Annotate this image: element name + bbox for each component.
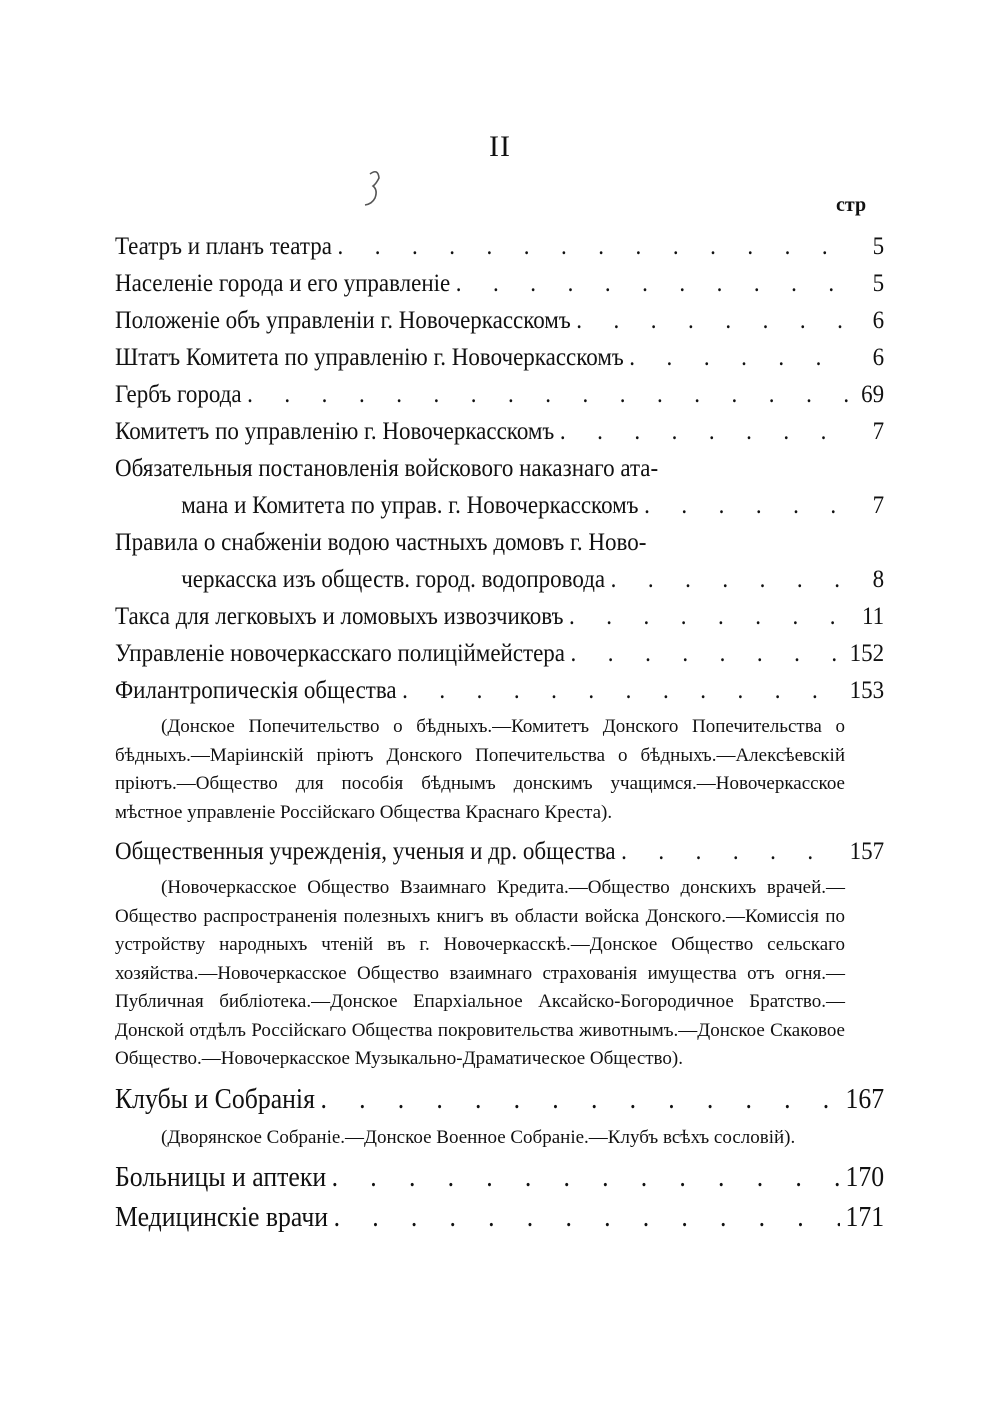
toc-entry[interactable] <box>115 524 884 598</box>
toc-entry[interactable] <box>115 1198 884 1238</box>
toc-entry[interactable] <box>115 228 884 265</box>
toc-entry-page: 69 <box>861 381 885 408</box>
leader-dots <box>560 413 851 450</box>
leader-dots <box>629 339 851 376</box>
leader-dots <box>247 376 851 413</box>
toc-entry-title: Такса для легковыхъ и ломовыхъ извозчиковъ <box>115 603 564 630</box>
toc-entry-note: (Новочеркасское Общество Взаимнаго Кредита.—Общество донскихъ врачей.—Общество распространенія полезныхъ книгъ въ области войска Донского.—Комиссія по устройству народныхъ чтеній въ г. Новочеркасскѣ.—Донское Общество сельскаго хозяйства.—Новочеркасское Общество взаимнаго страхованія имущества отъ огня.—Публичная библіотека.—Донское Епархіальное Аксайско-Богородичное Братство.—Донской отдѣлъ Россійскаго Общества покровительства животнымъ.—Донское Скаковое Общество.—Новочеркасское Музыкально-Драматическое Общество). <box>115 877 845 1069</box>
toc-entry-title-line1: Обязательныя постановленія войскового наказнаго ата- <box>115 455 659 482</box>
toc-entry-title: Клубы и Собранія <box>115 1083 315 1115</box>
toc-entry[interactable] <box>115 1158 884 1198</box>
toc-entry[interactable] <box>115 265 884 302</box>
toc-entry-title: Больницы и аптеки <box>115 1162 327 1193</box>
toc-entry-page: 153 <box>849 677 885 704</box>
toc-entry-title: Населеніе города и его управленіе <box>115 270 451 297</box>
toc-entry[interactable] <box>115 302 884 339</box>
toc-entry[interactable] <box>115 598 884 635</box>
pencil-mark-icon <box>362 168 386 208</box>
toc-entry-page: 8 <box>872 566 885 593</box>
leader-dots <box>402 672 844 709</box>
toc-entry-note: (Дворянское Собраніе.—Донское Военное Собраніе.—Клубъ всѣхъ сословій). <box>161 1126 796 1148</box>
toc-entry[interactable] <box>115 413 884 450</box>
leader-dots <box>456 265 851 302</box>
page-column-header: стр <box>836 194 867 216</box>
toc-entry-page: 171 <box>845 1202 885 1233</box>
toc-entry-title: Филантропическія общества <box>115 677 397 704</box>
toc-entry[interactable] <box>115 339 884 376</box>
toc-entry[interactable] <box>115 833 884 870</box>
toc-entry-title: Театръ и планъ театра <box>115 233 332 260</box>
toc-entry-title-line2: мана и Комитета по управ. г. Новочеркасскомъ <box>181 492 639 519</box>
toc-entry-title: Положеніе объ управленіи г. Новочеркасскомъ <box>115 307 571 334</box>
toc-entry-page: 157 <box>849 838 885 865</box>
leader-dots <box>337 228 851 265</box>
leader-dots <box>334 1198 840 1238</box>
leader-dots <box>332 1158 840 1198</box>
toc-entry-page: 5 <box>872 270 885 297</box>
toc-entry-page: 5 <box>872 233 885 260</box>
leader-dots <box>569 598 851 635</box>
toc-entry-title: Управленіе новочеркасскаго полиціймейстера <box>115 640 566 667</box>
table-of-contents <box>115 228 885 1238</box>
toc-entry-page: 170 <box>845 1162 885 1193</box>
leader-dots <box>611 561 851 598</box>
toc-entry-page: 152 <box>849 640 885 667</box>
toc-entry-title: Гербъ города <box>115 381 242 408</box>
toc-entry-page: 6 <box>872 307 885 334</box>
toc-entry-title-line1: Правила о снабженіи водою частныхъ домовъ г. Ново- <box>115 529 647 556</box>
toc-entry-page: 7 <box>872 418 885 445</box>
toc-entry-title: Штатъ Комитета по управленію г. Новочеркасскомъ <box>115 344 624 371</box>
toc-entry-title-line2: черкасска изъ обществ. город. водопровода <box>181 566 606 593</box>
toc-entry-page: 167 <box>845 1083 885 1115</box>
toc-entry[interactable] <box>115 450 884 524</box>
toc-entry-title: Медицинскіе врачи <box>115 1202 329 1233</box>
leader-dots <box>320 1080 839 1120</box>
page-number: II <box>489 130 511 163</box>
toc-entry-note: (Донское Попечительство о бѣдныхъ.—Комитетъ Донского Попечительства о бѣдныхъ.—Маріинскій пріютъ Донского Попечительства о бѣдныхъ.—Алексѣевскій пріютъ.—Общество для пособія бѣднымъ донскимъ учащимся.—Новочеркасское мѣстное управленіе Россійскаго Общества Краснаго Креста). <box>115 716 845 823</box>
leader-dots <box>576 302 851 339</box>
toc-entry[interactable] <box>115 672 884 709</box>
toc-entry-title: Комитетъ по управленію г. Новочеркасскомъ <box>115 418 555 445</box>
toc-entry-title-line2-row <box>115 487 884 524</box>
toc-entry-title-line2-row <box>115 561 884 598</box>
toc-entry-page: 7 <box>872 492 885 519</box>
toc-entry-page: 11 <box>861 603 885 630</box>
toc-entry[interactable] <box>115 376 884 413</box>
leader-dots <box>621 833 844 870</box>
toc-entry[interactable] <box>115 635 884 672</box>
toc-entry-title: Общественныя учрежденія, ученыя и др. общества <box>115 838 616 865</box>
toc-entry[interactable] <box>115 1080 884 1120</box>
toc-entry-page: 6 <box>872 344 885 371</box>
leader-dots <box>644 487 851 524</box>
leader-dots <box>571 635 845 672</box>
